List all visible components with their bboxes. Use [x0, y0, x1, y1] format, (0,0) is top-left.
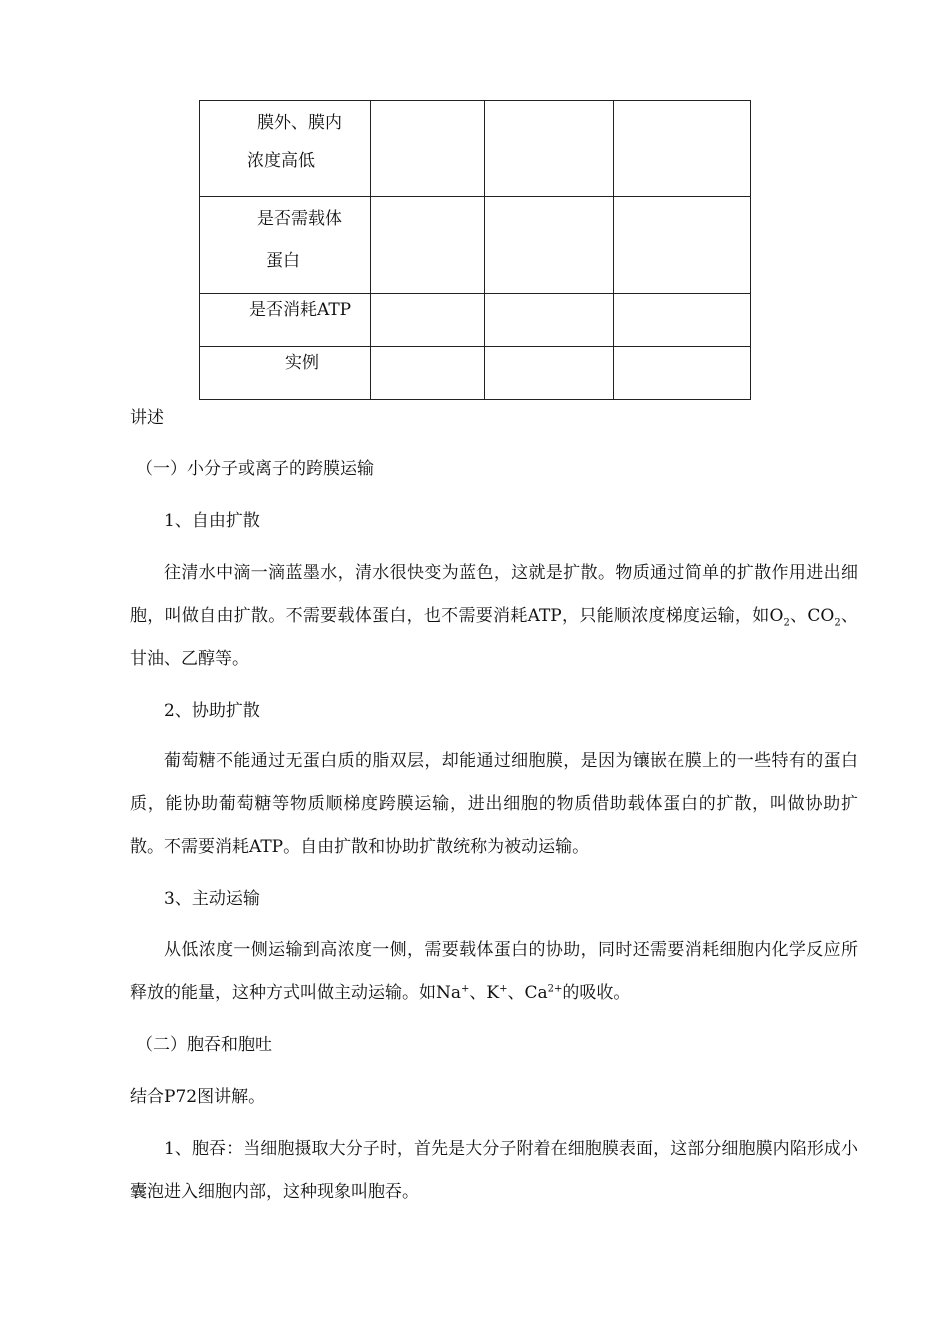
- subheading: 3、主动运输: [164, 889, 260, 909]
- table-cell: [485, 347, 614, 400]
- row-header: [200, 197, 371, 294]
- section-title: （二）胞吞和胞吐: [136, 1035, 272, 1055]
- table-cell: [371, 101, 485, 197]
- table-cell: [371, 347, 485, 400]
- table-cell: [614, 347, 751, 400]
- superscript: +: [461, 983, 470, 995]
- paragraph-text: 的吸收。: [562, 983, 631, 1003]
- row-header-line: 是否需载体: [257, 209, 342, 229]
- table-cell: [371, 197, 485, 294]
- table-cell: [614, 294, 751, 347]
- superscript: +: [499, 983, 508, 995]
- reference-line: 结合P72图讲解。: [130, 1087, 266, 1107]
- paragraph: [130, 929, 858, 1015]
- row-header-line: 是否消耗ATP: [249, 300, 352, 320]
- paragraph-text: 、甘油、乙醇等。: [130, 606, 859, 669]
- paragraph-text: 往清水中滴一滴蓝墨水，清水很快变为蓝色，这就是扩散。物质通过简单的扩散作用进出细胞，叫做自由扩散。不需要载体蛋白，也不需要消耗ATP，只能顺浓度梯度运输，如O: [130, 563, 858, 626]
- section-title: （一）小分子或离子的跨膜运输: [136, 459, 374, 479]
- lecture-label: 讲述: [130, 408, 164, 428]
- row-header-line: 实例: [285, 353, 319, 373]
- table-row: [200, 347, 751, 400]
- row-header: [200, 101, 371, 197]
- subscript: 2: [834, 617, 841, 629]
- table-cell: [614, 197, 751, 294]
- table-cell: [614, 101, 751, 197]
- table-cell: [485, 294, 614, 347]
- paragraph-text: 、K: [469, 983, 500, 1003]
- paragraph: 1、胞吞：当细胞摄取大分子时，首先是大分子附着在细胞膜表面，这部分细胞膜内陷形成小囊泡进入细胞内部，这种现象叫胞吞。: [130, 1139, 858, 1202]
- table-cell: [371, 294, 485, 347]
- row-header-line: 膜外、膜内: [257, 113, 342, 133]
- paragraph-text: 、CO: [789, 606, 835, 626]
- paragraph: [130, 552, 858, 681]
- subheading: 2、协助扩散: [164, 701, 260, 721]
- paragraph-text: 、Ca: [507, 983, 548, 1003]
- table-row: [200, 197, 751, 294]
- row-header-line: 蛋白: [266, 251, 300, 271]
- row-header: [200, 347, 371, 400]
- superscript: 2+: [547, 983, 563, 995]
- table-row: [200, 294, 751, 347]
- table-cell: [485, 101, 614, 197]
- row-header: [200, 294, 371, 347]
- row-header-line: 浓度高低: [247, 151, 315, 171]
- table-row: [200, 101, 751, 197]
- subscript: 2: [783, 617, 790, 629]
- subheading: 1、自由扩散: [164, 511, 260, 531]
- paragraph: 葡萄糖不能通过无蛋白质的脂双层，却能通过细胞膜，是因为镶嵌在膜上的一些特有的蛋白质，能协助葡萄糖等物质顺梯度跨膜运输，进出细胞的物质借助载体蛋白的扩散，叫做协助扩散。不需要消耗ATP。自由扩散和协助扩散统称为被动运输。: [130, 751, 858, 857]
- paragraph-text: 从低浓度一侧运输到高浓度一侧，需要载体蛋白的协助，同时还需要消耗细胞内化学反应所释放的能量，这种方式叫做主动运输。如Na: [130, 940, 858, 1003]
- table-cell: [485, 197, 614, 294]
- comparison-table: [199, 100, 751, 400]
